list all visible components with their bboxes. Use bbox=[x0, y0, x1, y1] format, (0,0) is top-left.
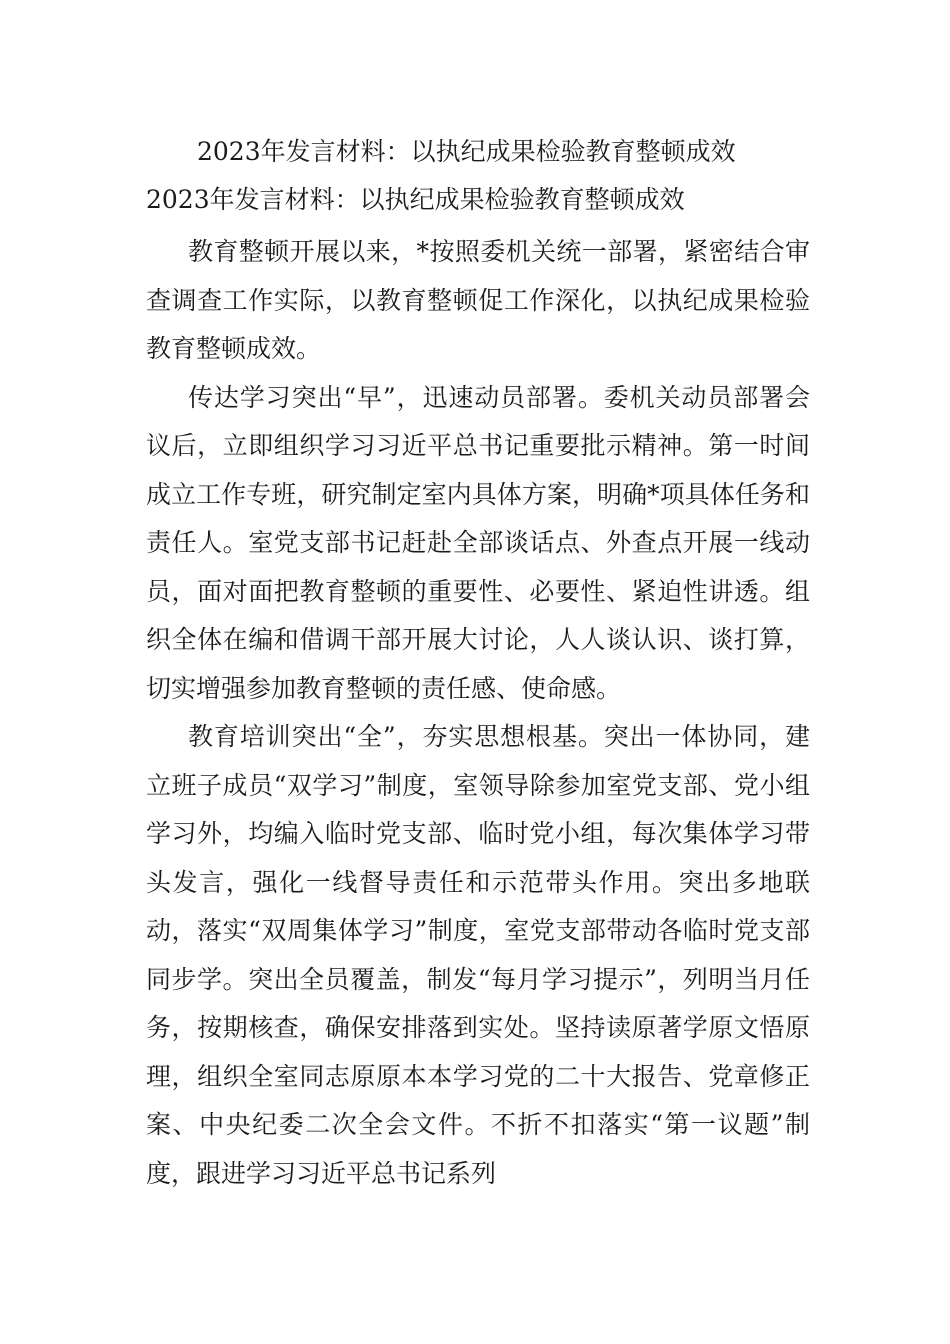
paragraph-intro: 教育整顿开展以来，*按照委机关统一部署，紧密结合审查调查工作实际，以教育整顿促工作深化，以执纪成果检验教育整顿成效。 bbox=[146, 237, 810, 363]
document-title-repeat: 2023年发言材料：以执纪成果检验教育整顿成效 bbox=[146, 185, 685, 214]
paragraph-study-early: 传达学习突出“早”，迅速动员部署。委机关动员部署会议后，立即组织学习习近平总书记重要批示精神。第一时间成立工作专班，研究制定室内具体方案，明确*项具体任务和责任人。室党支部书记赶赴全部谈话点、外查点开展一线动员，面对面把教育整顿的重要性、必要性、紧迫性讲透。组织全体在编和借调干部开展大讨论，人人谈认识、谈打算，切实增强参加教育整顿的责任感、使命感。 bbox=[146, 382, 810, 703]
document-title: 2023年发言材料：以执纪成果检验教育整顿成效 bbox=[197, 137, 736, 166]
document-body bbox=[146, 228, 810, 1198]
paragraph-training-full: 教育培训突出“全”，夯实思想根基。突出一体协同，建立班子成员“双学习”制度，室领导除参加室党支部、党小组学习外，均编入临时党支部、临时党小组，每次集体学习带头发言，强化一线督导责任和示范带头作用。突出多地联动，落实“双周集体学习”制度，室党支部带动各临时党支部同步学。突出全员覆盖，制发“每月学习提示”，列明当月任务，按期核查，确保安排落到实处。坚持读原著学原文悟原理，组织全室同志原原本本学习党的二十大报告、党章修正案、中央纪委二次全会文件。不折不扣落实“第一议题”制度，跟进学习习近平总书记系列 bbox=[146, 722, 810, 1188]
